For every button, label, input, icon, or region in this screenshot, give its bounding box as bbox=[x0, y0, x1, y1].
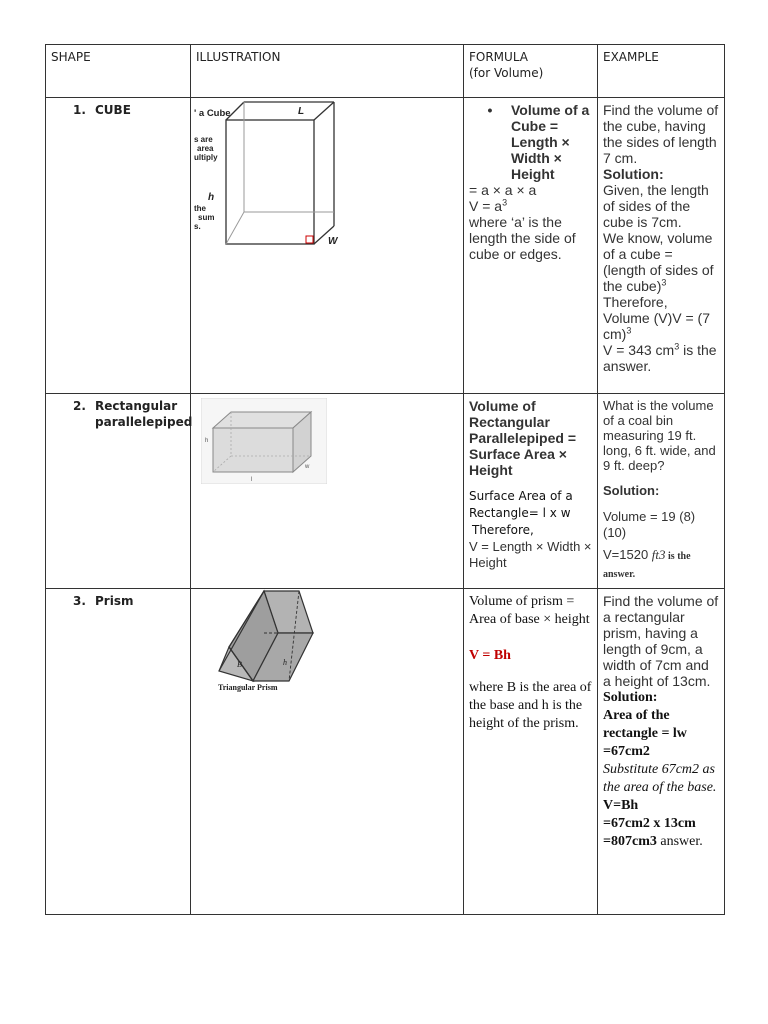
cube-diagram bbox=[194, 100, 354, 260]
shape-name: Rectangular parallelepiped bbox=[95, 399, 193, 429]
header-shape: SHAPE bbox=[46, 45, 191, 98]
example-cell bbox=[598, 98, 725, 394]
cube-label-6: sum bbox=[198, 213, 215, 222]
formula-line: V = Length × Width × Height bbox=[469, 539, 592, 570]
row-number: 1. bbox=[73, 103, 86, 117]
row-number: 2. bbox=[73, 399, 86, 413]
formula-title: • Volume of a Cube = Length × Width × Height bbox=[469, 102, 592, 182]
formula-cell bbox=[464, 589, 598, 915]
shape-cell bbox=[46, 589, 191, 915]
header-example: EXAMPLE bbox=[598, 45, 725, 98]
solution-answer: V=1520 ft3 is the answer. bbox=[603, 547, 691, 580]
formula-line: = a × a × a bbox=[469, 182, 537, 198]
cube-label-3: area bbox=[197, 144, 214, 153]
formula-line: $V = a^3$ bbox=[469, 197, 508, 214]
cube-label-5: the bbox=[194, 204, 206, 213]
solution-step: =67cm2 x 13cm bbox=[603, 816, 696, 831]
header-illustration: ILLUSTRATION bbox=[191, 45, 464, 98]
solution-step: Given, the length of sides of the cube is 7cm. bbox=[603, 182, 709, 230]
shape-cell bbox=[46, 98, 191, 394]
solution-label: Solution: bbox=[603, 483, 660, 498]
example-cell bbox=[598, 394, 725, 589]
example-question: What is the volume of a coal bin measuring 19 ft. long, 6 ft. wide, and 9 ft. deep? bbox=[603, 398, 716, 473]
formula-line: Surface Area of a Rectangle= l x w bbox=[469, 489, 573, 520]
shape-label bbox=[51, 593, 185, 609]
illustration-cell bbox=[191, 394, 464, 589]
rect-label-w: w bbox=[305, 464, 310, 470]
table-row bbox=[46, 589, 725, 915]
formula-line: Therefore, bbox=[472, 523, 534, 537]
row-number: 3. bbox=[73, 594, 86, 608]
formula-note: where ‘a’ is the length the side of cube or edges. bbox=[469, 214, 576, 262]
shape-label bbox=[51, 398, 193, 430]
solution-step: Substitute 67cm2 as the area of the base. bbox=[603, 762, 717, 795]
header-formula-title: FORMULA bbox=[469, 50, 528, 64]
formula-cell bbox=[464, 394, 598, 589]
rect-label-h: h bbox=[205, 438, 209, 444]
shape-name: CUBE bbox=[95, 103, 131, 117]
cube-label-1: ' a Cube bbox=[194, 108, 231, 119]
example-question: Find the volume of the cube, having the sides of length 7 cm. bbox=[603, 102, 719, 166]
solution-step: We know, volume of a cube = (length of sides of the cube)$^3$ bbox=[603, 230, 714, 294]
shape-cell bbox=[46, 394, 191, 589]
formula-title: Volume of Rectangular Parallelepiped = Surface Area × Height bbox=[469, 398, 576, 478]
solution-answer: V = 343 $cm^3$ is the answer. bbox=[603, 341, 717, 374]
cube-label-h: h bbox=[208, 192, 215, 203]
table-row bbox=[46, 394, 725, 589]
cube-label-w: W bbox=[328, 236, 338, 247]
shape-name: Prism bbox=[95, 594, 134, 608]
bullet-icon: • bbox=[487, 102, 493, 118]
solution-label: Solution: bbox=[603, 166, 664, 182]
example-cell bbox=[598, 589, 725, 915]
prism-label-b: B bbox=[237, 660, 242, 669]
cube-label-7: s. bbox=[194, 222, 201, 231]
header-row bbox=[46, 45, 725, 98]
example-question: Find the volume of a rectangular prism, having a length of 9cm, a width of 7cm and a height of 13cm. bbox=[603, 593, 719, 689]
solution-label: Solution: bbox=[603, 690, 658, 705]
illustration-cell bbox=[191, 98, 464, 394]
header-formula-sub: (for Volume) bbox=[469, 66, 544, 80]
formula-title: Volume of prism = Area of base × height bbox=[469, 594, 590, 627]
solution-answer: =807cm3 answer. bbox=[603, 834, 703, 849]
formula-main: V = Bh bbox=[469, 648, 511, 663]
formula-note: where B is the area of the base and h is the height of the prism. bbox=[469, 680, 592, 731]
solution-step: Therefore, bbox=[603, 294, 668, 310]
solution-step: Area of the rectangle = lw =67cm2 bbox=[603, 708, 687, 759]
table-row bbox=[46, 98, 725, 394]
parallelepiped-diagram bbox=[201, 398, 327, 484]
formula-cell bbox=[464, 98, 598, 394]
cube-label-2: s are bbox=[194, 135, 213, 144]
cube-label-4: ultiply bbox=[194, 153, 218, 162]
shape-label bbox=[51, 102, 185, 118]
prism-caption: Triangular Prism bbox=[218, 683, 278, 692]
header-formula bbox=[464, 45, 598, 98]
rect-label-l: l bbox=[251, 477, 253, 483]
illustration-cell bbox=[191, 589, 464, 915]
prism-label-h: h bbox=[283, 658, 287, 667]
solution-step: Volume = 19 (8) (10) bbox=[603, 509, 696, 540]
volume-table bbox=[45, 44, 725, 915]
solution-step: V=Bh bbox=[603, 798, 639, 813]
solution-step: Volume (V)V = (7 cm)$^3$ bbox=[603, 310, 710, 342]
cube-label-l: L bbox=[298, 106, 305, 117]
